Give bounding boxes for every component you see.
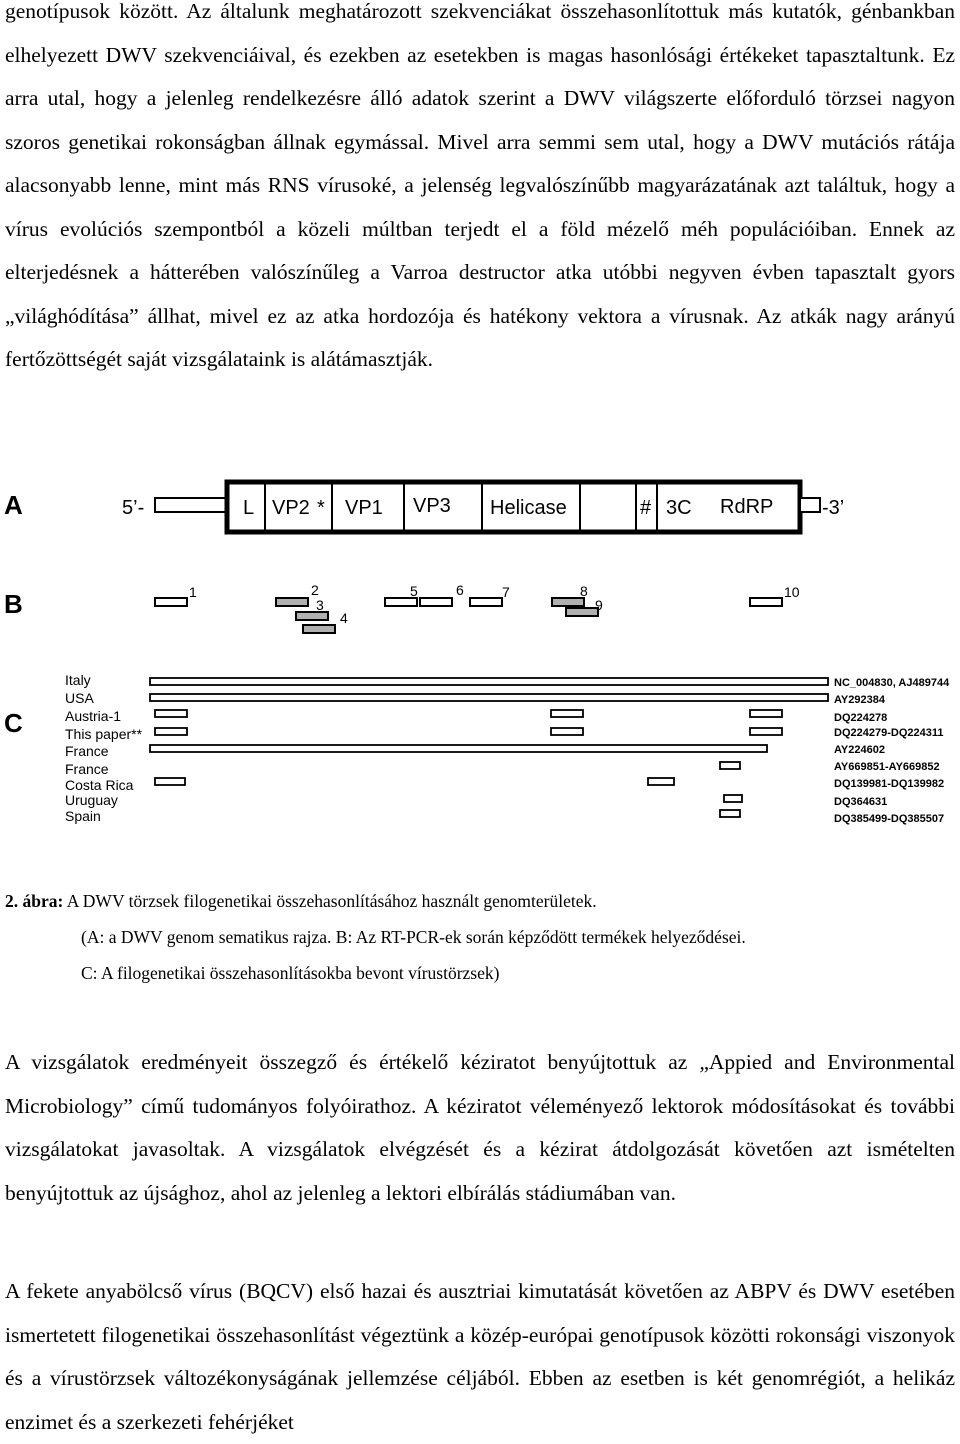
strain-label: This paper** [65,726,143,742]
region-label: VP1 [345,497,383,519]
accession-label: AY224602 [834,744,885,756]
strain-label: France [65,743,109,759]
pcr-product-number: 1 [189,584,197,600]
pcr-product [276,598,308,606]
figure-caption-line-2: (A: a DWV genom sematikus rajza. B: Az RT-PCR-ek során képződött termékek helyeződései. [81,927,746,947]
accession-label: DQ385499-DQ385507 [834,813,945,825]
accession-label: DQ364631 [834,796,888,808]
pcr-product [385,598,417,606]
strain-label: USA [65,690,94,706]
genome-figure [0,460,960,840]
pcr-product [566,608,598,616]
pcr-product-number: 3 [316,597,324,613]
strain-sequence-bar [155,710,187,717]
accession-label: DQ139981-DQ139982 [834,778,945,790]
strain-label: Austria-1 [65,708,122,724]
pcr-product-number: 6 [456,582,464,598]
strain-label: Uruguay [65,792,118,808]
body-paragraph-mid: A vizsgálatok eredményeit összegző és értékelő kéziratot benyújtottuk az „Appied and Environmental Microbiology” című tudományos folyóirathoz. A kéziratot véleményező lektorok módosításokat és további vizsgálatokat javasoltak. A vizsgálatok elvégzését és a kézirat átdolgozását követően azt ismételten benyújtottuk az újsághoz, ahol az jelenleg a lektori elbírálás stádiumában van. [5,1050,955,1205]
three-prime-label: -3’ [822,497,845,519]
pcr-product-number: 10 [784,584,800,600]
pcr-product-number: 2 [311,582,319,598]
five-prime-label: 5’- [122,497,145,519]
body-paragraph-top: genotípusok között. Az általunk meghatározott szekvenciákat összehasonlítottuk más kutatók, génbankban elhelyezett DWV szekvenciáival, és ezekben az esetekben is magas hasonlósági értékeket tapasztaltunk. Ez arra utal, hogy a jelenleg rendelkezésre álló adatok szerint a DWV világszerte előforduló törzsei nagyon szoros genetikai rokonságban állnak egymással. Mivel arra semmi sem utal, hogy a DWV mutációs rátája alacsonyabb lenne, mint más RNS vírusoké, a jelenség legvalószínűbb magyarázatának azt találtuk, hogy a vírus evolúciós szempontból a közeli múltban terjedt el a föld mézelő méh populációiban. Ennek az elterjedésnek a hátterében valószínűleg a Varroa destructor atka utóbbi negyven évben tapasztalt gyors „világhódítása” állhat, mivel ez az atka hordozója és hatékony vektora a vírusnak. Az atkák nagy arányú fertőzöttségét saját vizsgálataink is alátámasztják. [5,0,955,371]
strain-label: Spain [65,808,101,824]
strain-label: France [65,761,109,777]
three-prime-utr [800,498,820,512]
pcr-product [155,598,187,606]
figure-caption-label: 2. ábra: [5,891,64,911]
pcr-product [303,625,335,633]
pcr-product [750,598,782,606]
region-label: Helicase [490,497,567,519]
accession-label: AY292384 [834,694,885,706]
region-label: # [640,497,652,519]
strain-label: Italy [65,672,91,688]
region-label: * [317,497,325,519]
region-label: RdRP [720,496,774,518]
panel-c-letter: C [4,708,23,738]
pcr-product-number: 9 [595,597,603,613]
panel-b-letter: B [4,589,23,619]
strain-sequence-bar [150,694,828,701]
pcr-product [470,598,502,606]
strain-sequence-bar [551,728,583,735]
strain-sequence-bar [720,762,740,769]
strain-sequence-bar [750,728,782,735]
strain-sequence-bar [750,710,782,717]
strain-sequence-bar [551,710,583,717]
strain-label: Costa Rica [65,777,134,793]
pcr-product [552,598,584,606]
body-paragraph-bottom: A fekete anyabölcső vírus (BQCV) első hazai és ausztriai kimutatását követően az ABPV és DWV esetében ismertetett filogenetikai összehasonlítást végeztünk a közép-európai genotípusok közötti rokonsági viszonyok és a vírustörzsek változékonyságának jellemzése céljából. Ebben az esetben is két genomrégiót, a helikáz enzimet és a szerkezeti fehérjéket [5,1279,955,1434]
pcr-product-number: 4 [340,610,348,626]
strain-sequence-bar [150,745,767,752]
strain-sequence-bar [648,778,674,785]
pcr-product [296,612,328,620]
pcr-product [420,598,452,606]
region-label: L [243,497,255,519]
region-label: VP3 [413,495,451,517]
panel-a-letter: A [4,490,23,520]
strain-sequence-bar [150,678,828,685]
strain-sequence-bar [155,728,187,735]
strain-sequence-bar [720,810,740,817]
five-prime-utr [155,498,227,512]
figure-caption-line-3: C: A filogenetikai összehasonlításokba bevont vírustörzsek) [81,963,500,983]
accession-label: DQ224279-DQ224311 [834,727,944,739]
accession-label: DQ224278 [834,712,888,724]
strain-sequence-bar [724,795,742,802]
figure-caption-line-1 [5,883,597,919]
region-label: VP2 [272,497,310,519]
accession-label: NC_004830, AJ489744 [834,677,950,689]
region-label: 3C [666,497,692,519]
pcr-product-number: 7 [502,584,510,600]
figure-caption-text: A DWV törzsek filogenetikai összehasonlításához használt genomterületek. [66,891,597,911]
pcr-product-number: 8 [580,583,588,599]
accession-label: AY669851-AY669852 [834,761,940,773]
pcr-product-number: 5 [410,583,418,599]
strain-sequence-bar [155,778,185,785]
